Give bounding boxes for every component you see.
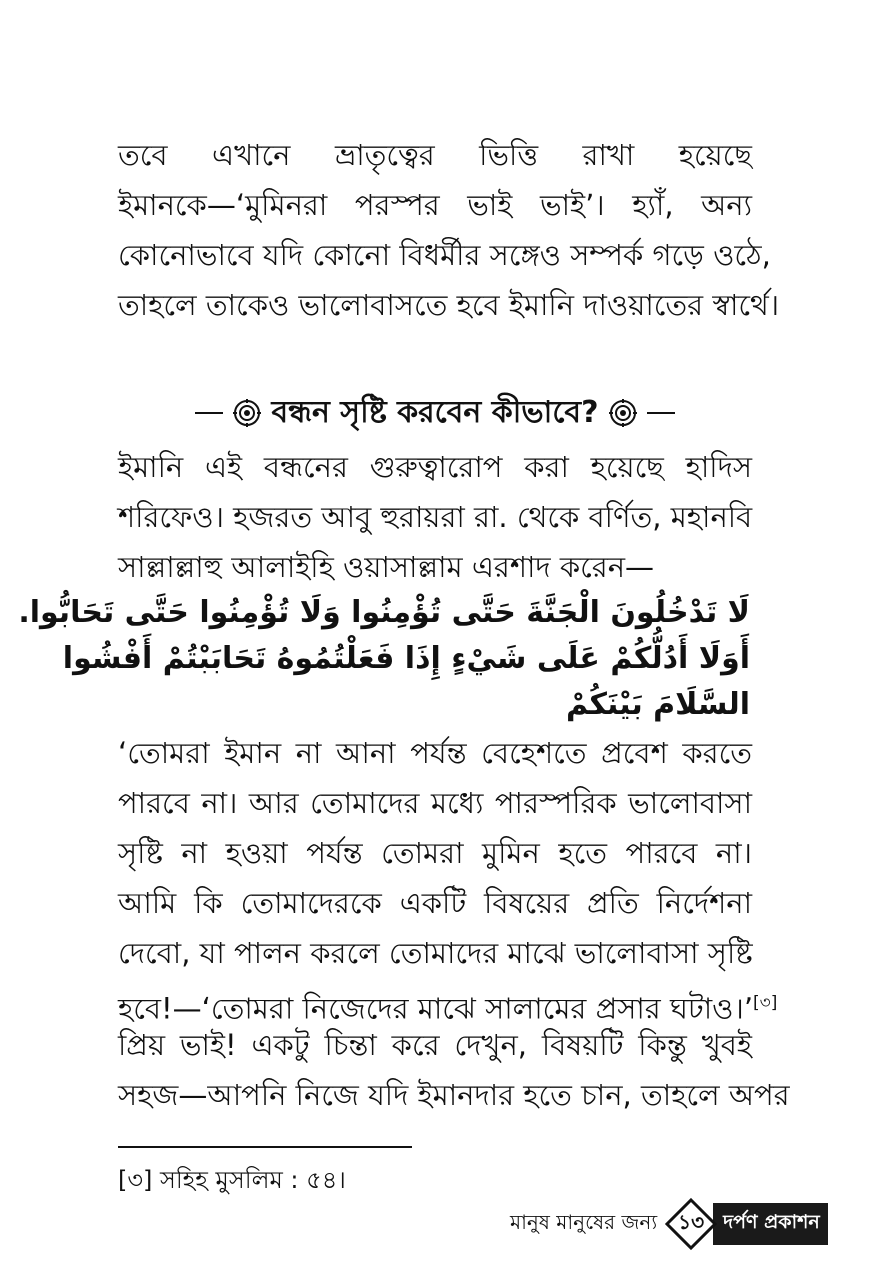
heading-rule-left [195, 412, 223, 414]
page-number: ১৩ [678, 1209, 705, 1234]
paragraph-line: ‘তোমরা ইমান না আনা পর্যন্ত বেহেশতে প্রবেশ করতে [118, 736, 752, 770]
arabic-line: لَا تَدْخُلُونَ الْجَنَّةَ حَتَّى تُؤْمِنُوا وَلَا تُؤْمِنُوا حَتَّى تَحَابُّوا. [18, 595, 750, 630]
footnote: [৩] সহিহ মুসলিম : ৫৪। [118, 1166, 346, 1194]
arabic-hadith [18, 590, 750, 728]
publisher-name: দর্পণ প্রকাশন [713, 1203, 828, 1245]
paragraph-line: তাহলে তাকেও ভালোবাসতে হবে ইমানি দাওয়াতের স্বার্থে। [118, 288, 780, 322]
paragraph-line: সাল্লাল্লাহু আলাইহি ওয়াসাল্লাম এরশাদ করেন— [118, 550, 655, 584]
section-heading [118, 388, 752, 438]
paragraph-line: সহজ—আপনি নিজে যদি ইমানদার হতে চান, তাহলে অপর [118, 1078, 790, 1112]
arabic-line: السَّلَامَ بَيْنَكُمْ [565, 687, 750, 722]
ornament-icon [609, 399, 637, 427]
paragraph-line: ইমানকে—‘মুমিনরা পরস্পর ভাই ভাই’। হ্যাঁ, অন্য [118, 188, 752, 222]
paragraph-line: পারবে না। আর তোমাদের মধ্যে পারস্পরিক ভালোবাসা [118, 786, 752, 820]
paragraph-line: শরিফেও। হজরত আবু হুরায়রা রা. থেকে বর্ণিত, মহানবি [118, 500, 753, 534]
heading-rule-right [647, 412, 675, 414]
heading-text: বন্ধন সৃষ্টি করবেন কীভাবে? [271, 394, 599, 430]
footnote-divider [118, 1146, 412, 1148]
page-number-badge [665, 1198, 717, 1250]
paragraph-line: তবে এখানে ভ্রাতৃত্বের ভিত্তি রাখা হয়েছে [118, 138, 752, 172]
paragraph-4 [118, 1020, 790, 1120]
paragraph-line: কোনোভাবে যদি কোনো বিধর্মীর সঙ্গেও সম্পর্ক গড়ে ওঠে, [118, 238, 771, 272]
paragraph-line: প্রিয় ভাই! একটু চিন্তা করে দেখুন, বিষয়টি কিন্তু খুবই [118, 1028, 752, 1062]
paragraph-line: দেবো, যা পালন করলে তোমাদের মাঝে ভালোবাসা সৃষ্টি [118, 936, 753, 970]
paragraph-1 [118, 130, 780, 330]
book-title: মানুষ মানুষের জন্য [510, 1209, 658, 1234]
paragraph-line: আমি কি তোমাদেরকে একটি বিষয়ের প্রতি নির্দেশনা [118, 886, 752, 920]
paragraph-line-text: হবে!—‘তোমরা নিজেদের মাঝে সালামের প্রসার ঘটাও।’ [118, 991, 754, 1026]
paragraph-line: ইমানি এই বন্ধনের গুরুত্বারোপ করা হয়েছে হাদিস [118, 450, 752, 484]
arabic-line: أَوَلَا أَدُلُّكُمْ عَلَى شَيْءٍ إِذَا فَعَلْتُمُوهُ تَحَابَبْتُمْ أَفْشُوا [62, 641, 750, 676]
paragraph-3 [118, 728, 778, 1028]
paragraph-2 [118, 442, 752, 592]
paragraph-line: সৃষ্টি না হওয়া পর্যন্ত তোমরা মুমিন হতে পারবে না। [118, 836, 752, 870]
ornament-icon [233, 399, 261, 427]
page-footer [510, 1196, 828, 1252]
footnote-reference: [৩] [753, 993, 778, 1013]
